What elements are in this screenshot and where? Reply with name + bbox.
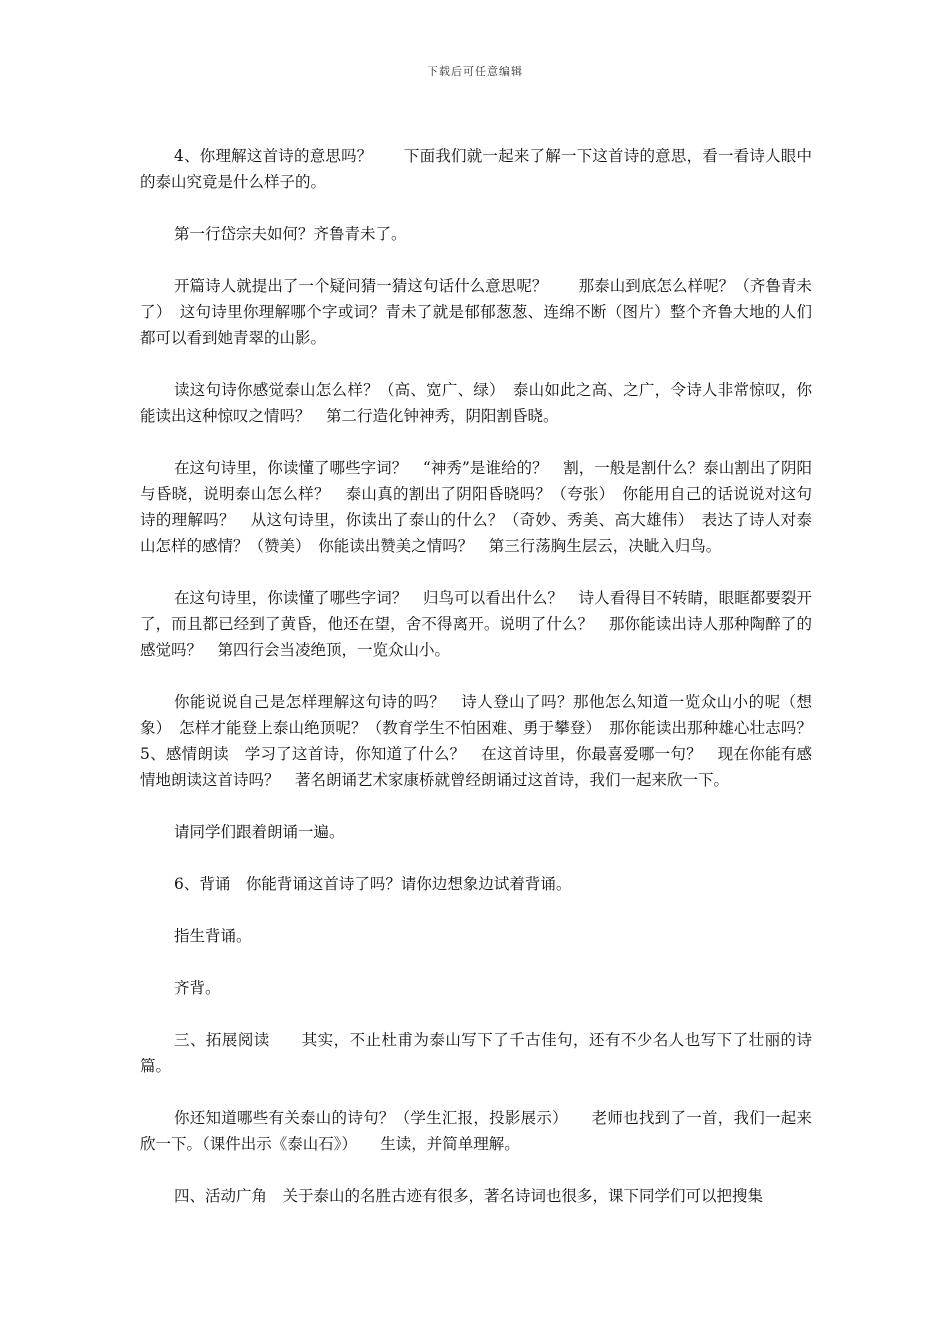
paragraph-10: 指生背诵。 bbox=[174, 927, 252, 945]
paragraph-12: 三、拓展阅读 其实，不止杜甫为泰山写下了千古佳句，还有不少名人也写下了壮丽的诗篇。 bbox=[140, 1031, 812, 1075]
paragraph-9: 6、背诵 你能背诵这首诗了吗？请你边想象边试着背诵。 bbox=[174, 875, 572, 893]
paragraph-1: 4、你理解这首诗的意思吗？ 下面我们就一起来了解一下这首诗的意思，看一看诗人眼中的泰山究竟是什么样子的。 bbox=[140, 147, 812, 191]
paragraph-14: 四、活动广角 关于泰山的名胜古迹有很多，著名诗词也很多，课下同学们可以把搜集 bbox=[174, 1187, 764, 1205]
document-body bbox=[140, 143, 828, 1235]
paragraph-13: 你还知道哪些有关泰山的诗句？（学生汇报，投影展示） 老师也找到了一首，我们一起来欣一下。（课件出示《泰山石》） 生读，并简单理解。 bbox=[140, 1109, 812, 1153]
paragraph-7: 你能说说自己是怎样理解这句诗的吗？ 诗人登山了吗？那他怎么知道一览众山小的呢（想象） 怎样才能登上泰山绝顶呢？（教育学生不怕困难、勇于攀登） 那你能读出那种雄心壮志吗？ 5、感情朗读 学习了这首诗，你知道了什么？ 在这首诗里，你最喜爱哪一句？ 现在你能有感情地朗读这首诗吗？ 著名朗诵艺术家康桥就曾经朗诵过这首诗，我们一起来欣一下。 bbox=[140, 693, 828, 789]
paragraph-5: 在这句诗里，你读懂了哪些字词？ “神秀”是谁给的？ 割，一般是割什么？泰山割出了阴阳与昏晓，说明泰山怎么样？ 泰山真的割出了阴阳昏晓吗？（夸张） 你能用自己的话说说对这句诗的理解吗？ 从这句诗里，你读出了泰山的什么？（奇妙、秀美、高大雄伟） 表达了诗人对泰山怎样的感情？（赞美） 你能读出赞美之情吗？ 第三行荡胸生层云，决眦入归鸟。 bbox=[140, 459, 812, 555]
paragraph-6: 在这句诗里，你读懂了哪些字词？ 归鸟可以看出什么？ 诗人看得目不转睛，眼眶都要裂开了，而且都已经到了黄昏，他还在望，舍不得离开。说明了什么？ 那你能读出诗人那种陶醉了的感觉吗？ 第四行会当凌绝顶，一览众山小。 bbox=[140, 589, 812, 659]
paragraph-2: 第一行岱宗夫如何？齐鲁青未了。 bbox=[174, 225, 407, 243]
paragraph-4: 读这句诗你感觉泰山怎么样？（高、宽广、绿） 泰山如此之高、之广，令诗人非常惊叹，你能读出这种惊叹之情吗？ 第二行造化钟神秀，阴阳割昏晓。 bbox=[140, 381, 812, 425]
paragraph-3: 开篇诗人就提出了一个疑问猜一猜这句话什么意思呢？ 那泰山到底怎么样呢？（齐鲁青未了） 这句诗里你理解哪个字或词？青未了就是郁郁葱葱、连绵不断（图片）整个齐鲁大地的人们都可以看到她青翠的山影。 bbox=[140, 277, 812, 347]
paragraph-11: 齐背。 bbox=[174, 979, 221, 997]
page-header: 下载后可任意编辑 bbox=[427, 65, 523, 78]
paragraph-8: 请同学们跟着朗诵一遍。 bbox=[174, 823, 345, 841]
